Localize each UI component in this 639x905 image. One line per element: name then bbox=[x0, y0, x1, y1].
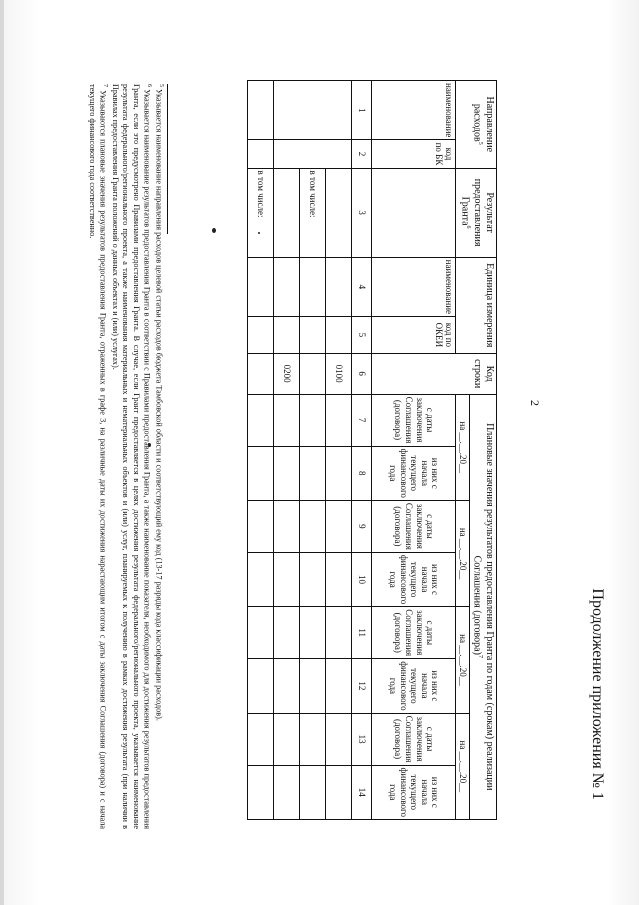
cell bbox=[274, 317, 300, 354]
footnote-divider bbox=[167, 84, 168, 234]
header-year-2: на __.__.20__ bbox=[456, 500, 470, 606]
cell-row-code: 0100 bbox=[326, 353, 352, 394]
cell bbox=[274, 659, 300, 713]
page-number: 2 bbox=[528, 400, 542, 406]
cell bbox=[248, 446, 274, 500]
column-number: 12 bbox=[352, 659, 372, 713]
column-number-row bbox=[352, 81, 372, 820]
cell bbox=[326, 257, 352, 316]
cell bbox=[326, 607, 352, 659]
header-row-1 bbox=[470, 81, 497, 820]
cell bbox=[300, 552, 326, 606]
cell bbox=[248, 317, 274, 354]
cell bbox=[300, 659, 326, 713]
column-number: 4 bbox=[352, 257, 372, 316]
cell bbox=[326, 317, 352, 354]
cell bbox=[248, 140, 274, 168]
subheader-from-date: с даты заключения Соглашения (договора) bbox=[372, 607, 456, 659]
cell bbox=[248, 607, 274, 659]
cell bbox=[326, 659, 352, 713]
cell bbox=[274, 500, 300, 552]
cell bbox=[274, 446, 300, 500]
header-year-4: на __.__.20__ bbox=[456, 713, 470, 819]
column-number: 5 bbox=[352, 317, 372, 354]
cell bbox=[300, 257, 326, 316]
column-number: 14 bbox=[352, 765, 372, 819]
cell bbox=[274, 257, 300, 316]
page-title: Продолжение приложения № 1 bbox=[589, 588, 606, 800]
column-number: 3 bbox=[352, 168, 372, 257]
cell bbox=[248, 394, 274, 446]
cell bbox=[300, 607, 326, 659]
header-direction: Направление расходов$^5$ bbox=[456, 81, 497, 169]
column-number: 8 bbox=[352, 446, 372, 500]
cell-direction-bk bbox=[274, 140, 352, 168]
subheader-from-date: с даты заключения Соглашения (договора) bbox=[372, 500, 456, 552]
header-year-1: на __.__.20__ bbox=[456, 394, 470, 500]
column-number: 2 bbox=[352, 140, 372, 168]
cell bbox=[274, 713, 300, 765]
header-row-3 bbox=[372, 81, 456, 820]
cell bbox=[300, 446, 326, 500]
cell bbox=[248, 765, 274, 819]
grant-results-table bbox=[247, 80, 497, 820]
cell-result bbox=[274, 168, 300, 257]
cell bbox=[326, 500, 352, 552]
column-number: 11 bbox=[352, 607, 372, 659]
subheader-from-date: с даты заключения Соглашения (договора) bbox=[372, 394, 456, 446]
cell bbox=[326, 713, 352, 765]
cell bbox=[274, 765, 300, 819]
cell bbox=[274, 394, 300, 446]
footnote-6: $^6$ Указывается наименование результатов предоставления Гранта в соответствии с Правилами предоставления Гранта, а также наименование показателя, необходимого для достижения результатов предоставления Гранта, если это предусмотрено Правилами предоставления Гранта. В случае, если Грант предоставляется в целях достижения результата федерального/регионального проекта, указывается наименование результата федерального/регионального проекта, а также наименования материальных и нематериальных объектов и (или) услуг, планируемых к получению в рамках достижения результата (при наличии в Правилах предоставления Гранта положений о данных объектах и (или) услугах). bbox=[110, 84, 152, 830]
rotated-page bbox=[20, 20, 610, 890]
cell bbox=[326, 446, 352, 500]
footnotes bbox=[85, 84, 164, 829]
cell bbox=[248, 353, 274, 394]
subheader-unit-name: наименование bbox=[372, 257, 456, 316]
cell bbox=[300, 713, 326, 765]
cell bbox=[248, 713, 274, 765]
cell bbox=[300, 394, 326, 446]
cell-direction-name bbox=[274, 81, 352, 140]
subheader-okei: код по ОКЕИ bbox=[372, 317, 456, 354]
cell bbox=[248, 552, 274, 606]
header-plan-values: Плановые значения результатов предоставления Гранта по годам (срокам) реализации Соглашения (договора)$^7$ bbox=[470, 394, 497, 819]
cell bbox=[248, 500, 274, 552]
column-number: 13 bbox=[352, 713, 372, 765]
column-number: 10 bbox=[352, 552, 372, 606]
header-row-code: Код строки bbox=[372, 353, 497, 394]
cell bbox=[248, 659, 274, 713]
cell bbox=[326, 394, 352, 446]
table-row bbox=[300, 81, 326, 820]
cell bbox=[274, 607, 300, 659]
footnote-7: $^7$ Указываются плановые значения результатов предоставления Гранта, отраженных в графе 3, на различные даты их достижения нарастающим итогом с даты заключения Соглашения (договора) и с начала текущего финансового года соответственно. bbox=[87, 84, 109, 829]
subheader-result-empty bbox=[372, 168, 456, 257]
header-year-3: на __.__.20__ bbox=[456, 607, 470, 713]
subheader-from-year: из них с начала текущего финансового года bbox=[372, 659, 456, 713]
subheader-from-date: с даты заключения Соглашения (договора) bbox=[372, 713, 456, 765]
column-number: 6 bbox=[352, 353, 372, 394]
cell-in-total-label: в том числе: bbox=[300, 168, 326, 257]
cell bbox=[300, 500, 326, 552]
footnote-5: $^5$ Указывается наименование направления расходов целевой статьи расходов бюджета Тамбовской области и соответствующий ему код (13-17 разряды кода классификации расходов). bbox=[154, 84, 164, 721]
table-row bbox=[274, 81, 300, 820]
subheader-from-year: из них с начала текущего финансового года bbox=[372, 446, 456, 500]
subheader-bk: код по БК bbox=[372, 140, 456, 168]
cell-in-total-label: в том числе: bbox=[248, 168, 274, 257]
cell bbox=[326, 765, 352, 819]
column-number: 9 bbox=[352, 500, 372, 552]
cell-row-code: 0200 bbox=[274, 353, 300, 394]
column-number: 7 bbox=[352, 394, 372, 446]
cell bbox=[248, 81, 274, 140]
subheader-name: наименование bbox=[372, 81, 456, 140]
cell bbox=[300, 765, 326, 819]
cell bbox=[274, 552, 300, 606]
cell bbox=[248, 257, 274, 316]
subheader-from-year: из них с начала текущего финансового года bbox=[372, 765, 456, 819]
scan-edge bbox=[0, 0, 4, 905]
table-row bbox=[248, 81, 274, 820]
column-number: 1 bbox=[352, 81, 372, 140]
header-result: Результат предоставления Гранта$^6$ bbox=[456, 168, 497, 257]
cell bbox=[300, 317, 326, 354]
cell bbox=[300, 353, 326, 394]
subheader-from-year: из них с начала текущего финансового года bbox=[372, 552, 456, 606]
header-unit: Единица измерения bbox=[456, 257, 497, 353]
cell-result bbox=[326, 168, 352, 257]
cell bbox=[326, 552, 352, 606]
table-row bbox=[326, 81, 352, 820]
